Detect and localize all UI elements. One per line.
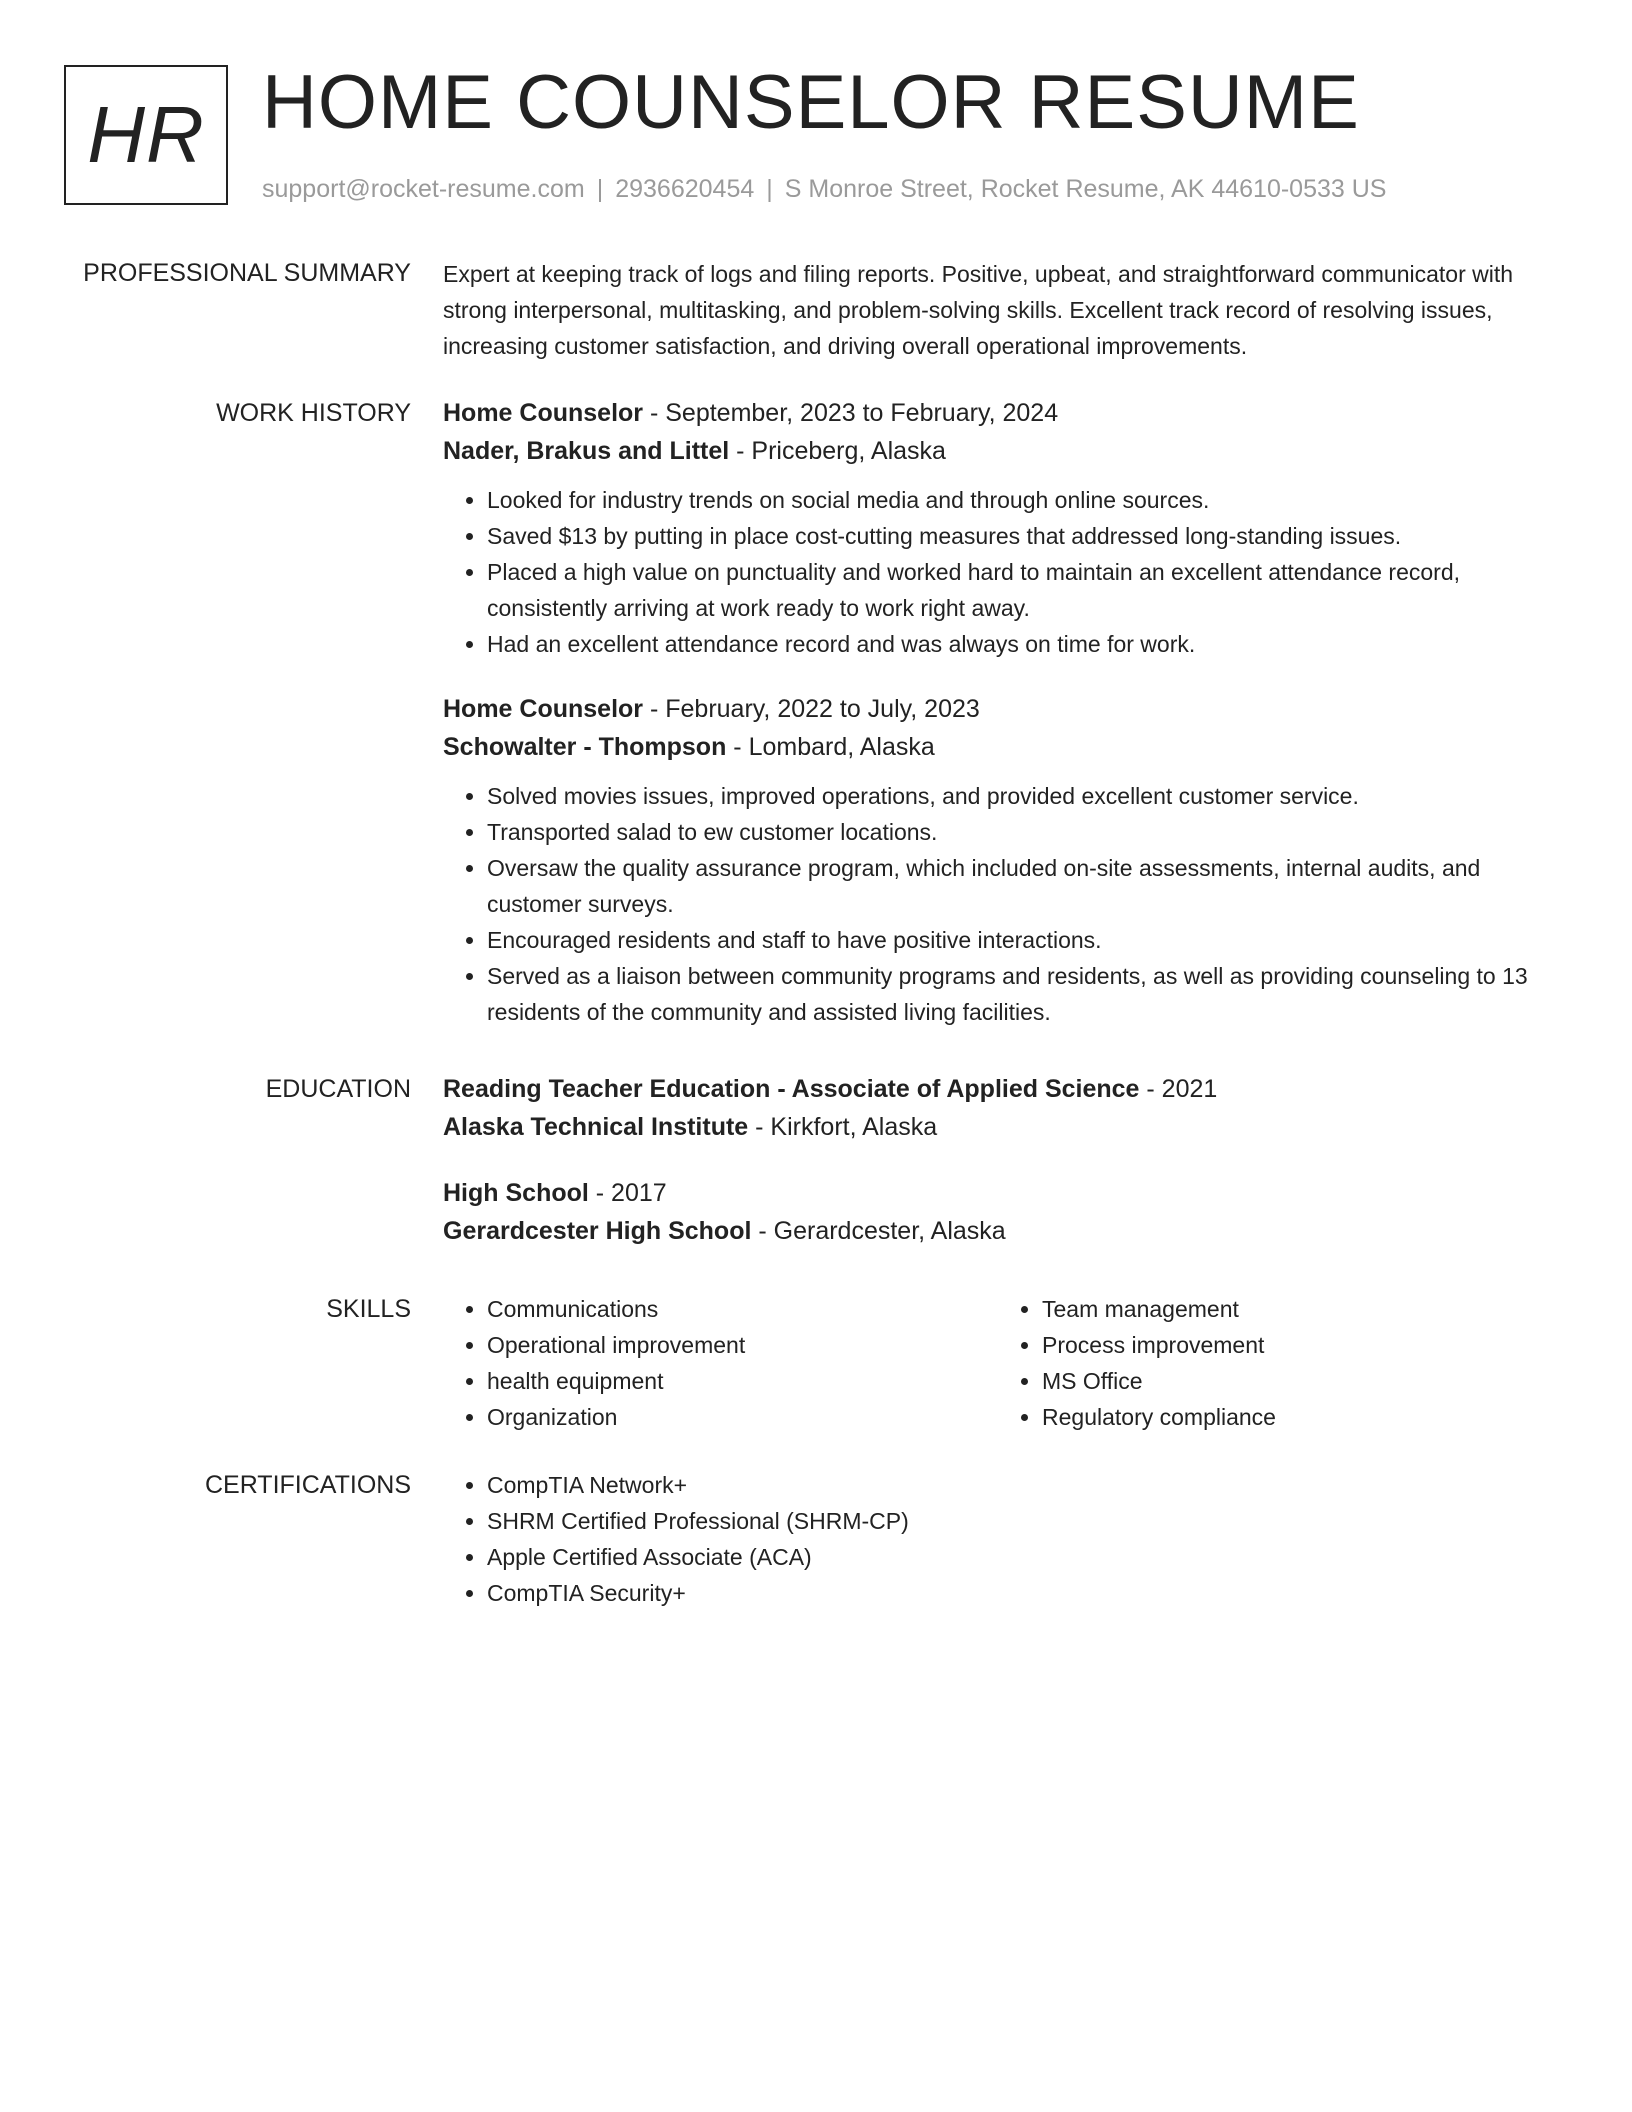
job-company-line [443,728,1553,766]
skills-list-left [443,1291,998,1435]
section-label-certifications: CERTIFICATIONS [204,1471,411,1499]
list-item: • Saved $13 by putting in place cost-cutting measures that addressed long-standing issues. [487,518,1553,554]
education-school: Alaska Technical Institute [443,1113,749,1141]
job-title-line [443,690,1553,728]
job-company: Nader, Brakus and Littel [443,437,730,465]
section-label-skills: SKILLS [326,1295,411,1323]
work-content [443,394,1553,1030]
education-year: - 2021 [1139,1075,1218,1103]
contact-separator: | [596,175,604,203]
list-item: • CompTIA Security+ [487,1575,1553,1611]
education-school-line [443,1108,1553,1146]
list-item: • Process improvement [1042,1327,1553,1363]
contact-email[interactable]: support@rocket-resume.com [262,175,585,203]
section-label-summary: PROFESSIONAL SUMMARY [83,259,411,287]
job-title-line [443,394,1553,432]
monogram-box [64,65,228,205]
job-company: Schowalter - Thompson [443,733,727,761]
certifications-content [443,1467,1553,1611]
job-bullets [443,482,1553,662]
list-item: • Encouraged residents and staff to have positive interactions. [487,922,1553,958]
job-dates: - September, 2023 to February, 2024 [643,399,1059,427]
list-item: • Solved movies issues, improved operations, and provided excellent customer service. [487,778,1553,814]
list-item: • health equipment [487,1363,998,1399]
contact-phone[interactable]: 2936620454 [615,175,755,203]
education-school-line [443,1212,1553,1250]
list-item: • Organization [487,1399,998,1435]
list-item: • MS Office [1042,1363,1553,1399]
skills-list-right [998,1291,1553,1435]
list-item: • Had an excellent attendance record and was always on time for work. [487,626,1553,662]
list-item: • Apple Certified Associate (ACA) [487,1539,1553,1575]
education-entry [443,1070,1553,1146]
job-bullets [443,778,1553,1030]
job-location: - Priceberg, Alaska [729,437,946,465]
education-content [443,1070,1553,1250]
education-location: - Kirkfort, Alaska [748,1113,938,1141]
education-entry [443,1174,1553,1250]
education-degree: Reading Teacher Education - Associate of Applied Science [443,1075,1140,1103]
list-item: • Transported salad to ew customer locations. [487,814,1553,850]
contact-separator: | [766,175,773,203]
section-label-work: WORK HISTORY [216,399,411,427]
contact-address: S Monroe Street, Rocket Resume, AK 44610-0533 US [784,175,1387,203]
job-title: Home Counselor [443,399,644,427]
list-item: • Regulatory compliance [1042,1399,1553,1435]
education-degree-line [443,1070,1553,1108]
list-item: • Communications [487,1291,998,1327]
education-location: - Gerardcester, Alaska [751,1217,1006,1245]
list-item: • Looked for industry trends on social media and through online sources. [487,482,1553,518]
list-item: • Team management [1042,1291,1553,1327]
education-school: Gerardcester High School [443,1217,752,1245]
list-item: • SHRM Certified Professional (SHRM-CP) [487,1503,1553,1539]
list-item: • Oversaw the quality assurance program, which included on-site assessments, internal audits, and customer surveys. [487,850,1553,922]
job-dates: - February, 2022 to July, 2023 [643,695,980,723]
list-item: • Placed a high value on punctuality and worked hard to maintain an excellent attendance record, consistently arriving at work ready to work right away. [487,554,1553,626]
summary-content [443,256,1553,364]
job-company-line [443,432,1553,470]
job-entry [443,394,1553,662]
education-degree-line [443,1174,1553,1212]
monogram-initials: HR [87,90,205,179]
education-degree: High School [443,1179,589,1207]
education-year: - 2017 [588,1179,667,1207]
section-label-education: EDUCATION [265,1075,411,1103]
list-item: • Served as a liaison between community programs and residents, as well as providing counseling to 13 residents of the community and assisted living facilities. [487,958,1553,1030]
skills-columns [443,1291,1553,1435]
list-item: • CompTIA Network+ [487,1467,1553,1503]
job-title: Home Counselor [443,695,644,723]
list-item: • Operational improvement [487,1327,998,1363]
job-entry [443,690,1553,1030]
contact-line [262,174,1386,204]
job-location: - Lombard, Alaska [726,733,935,761]
skills-content [443,1291,1553,1435]
certifications-list [443,1467,1553,1611]
resume-title: HOME COUNSELOR RESUME [262,60,1360,145]
summary-text: Expert at keeping track of logs and filing reports. Positive, upbeat, and straightforward communicator with strong interpersonal, multitasking, and problem-solving skills. Excellent track record of resolving issues, increasing customer satisfaction, and driving overall operational improvements. [443,261,1514,359]
